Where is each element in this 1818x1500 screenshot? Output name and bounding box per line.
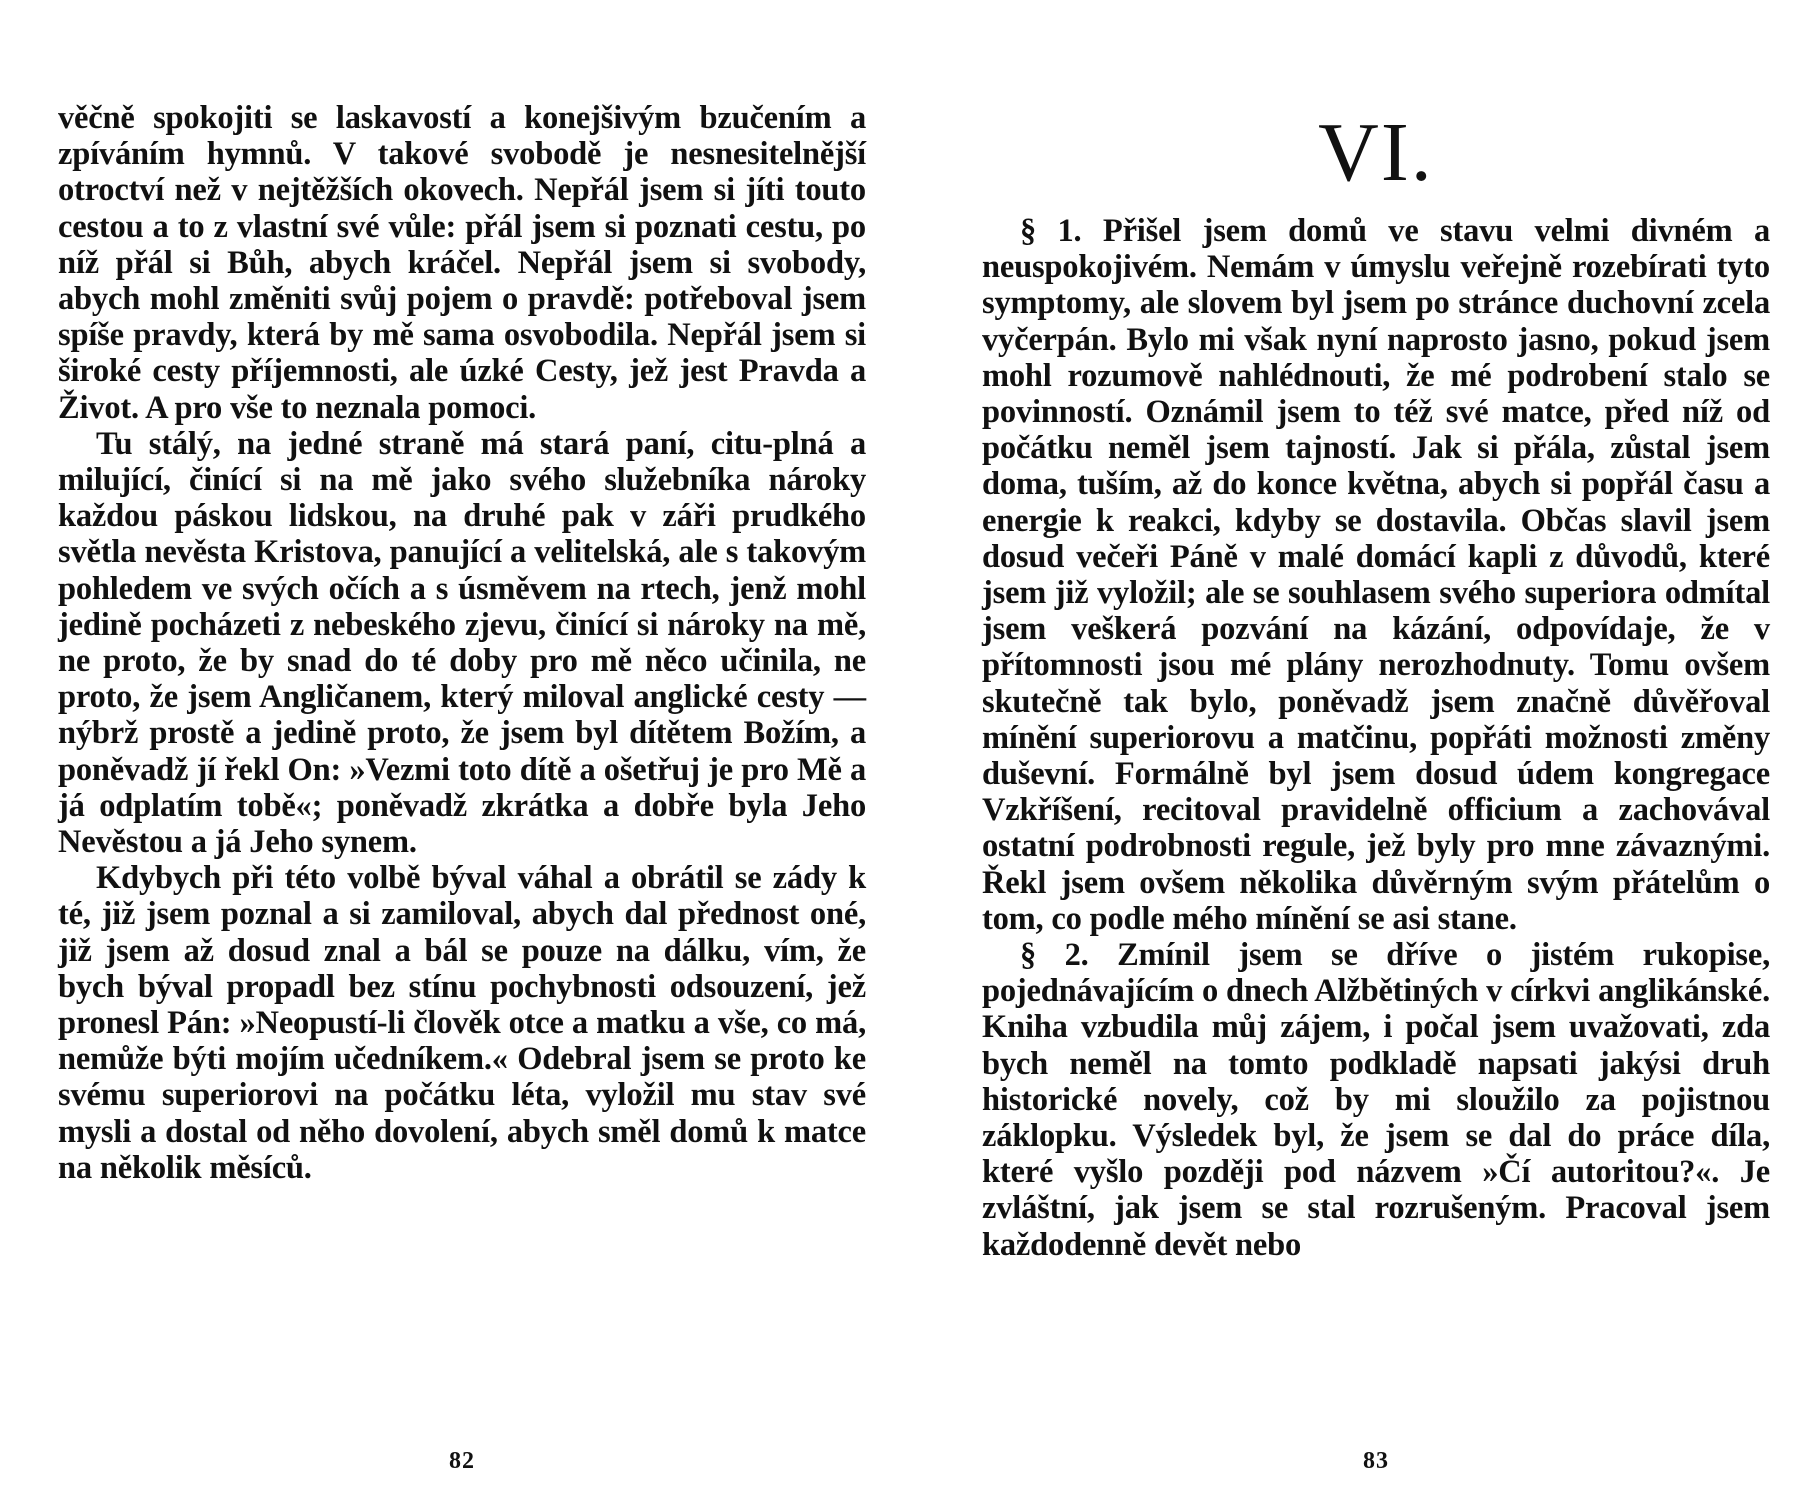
paragraph: Tu stálý, na jedné straně má stará paní, citu-plná a milující, činící si na mě jako svého služebníka nároky každou páskou lidskou, na druhé pak v záři prudkého světla nevěsta Kristova, panující a velitelská, ale s takovým pohledem ve svých očích a s úsměvem na rtech, jenž mohl jedině pocházeti z nebeského zjevu, činící si nároky na mě, ne proto, že by snad do té doby pro mě něco učinila, ne proto, že jsem Angličanem, který miloval anglické cesty — nýbrž prostě a jedině proto, že jsem byl dítětem Božím, a poněvadž jí řekl On: »Vezmi toto dítě a ošetřuj je pro Mě a já odplatím tobě«; poněvadž zkrátka a dobře byla Jeho Nevěstou a já Jeho synem. [58,425,866,861]
left-page-text [58,100,866,1186]
left-page [58,0,866,1500]
paragraph: Kdybych při této volbě býval váhal a obrátil se zády k té, již jsem poznal a si zamiloval, abych dal přednost oné, již jsem až dosud znal a bál se pouze na dálku, vím, že bych býval propadl bez stínu pochybnosti odsouzení, jež pronesl Pán: »Neopustí-li člověk otce a matku a vše, co má, nemůže býti mojím učedníkem.« Odebral jsem se proto ke svému superiorovi na počátku léta, vyložil mu stav své mysli a dostal od něho dovolení, abych směl domů k matce na několik měsíců. [58,860,866,1186]
chapter-heading: VI. [1318,106,1434,199]
page-number: 83 [1363,1448,1389,1474]
page-number: 82 [449,1448,475,1474]
paragraph: věčně spokojiti se laskavostí a konejšivým bzučením a zpíváním hymnů. V takové svobodě je nesnesitelnější otroctví než v nejtěžších okovech. Nepřál jsem si jíti touto cestou a to z vlastní své vůle: přál jsem si poznati cestu, po níž přál si Bůh, abych kráčel. Nepřál jsem si svobody, abych mohl změniti svůj pojem o pravdě: potřeboval jsem spíše pravdy, která by mě sama osvobodila. Nepřál jsem si široké cesty příjemnosti, ale úzké Cesty, jež jest Pravda a Život. A pro vše to neznala pomoci. [58,100,866,426]
right-page [982,0,1770,1500]
right-page-text [982,213,1770,1263]
paragraph: § 2. Zmínil jsem se dříve o jistém rukopise, pojednávajícím o dnech Alžbětiných v církvi anglikánské. Kniha vzbudila můj zájem, i počal jsem uvažovati, zda bych neměl na tomto podkladě napsati jakýsi druh historické novely, což by mi sloužilo za pojistnou záklopku. Výsledek byl, že jsem se dal do práce díla, které vyšlo později pod názvem »Čí autoritou?«. Je zvláštní, jak jsem se stal rozrušeným. Pracoval jsem každodenně devět nebo [982,937,1770,1263]
paragraph: § 1. Přišel jsem domů ve stavu velmi divném a neuspokojivém. Nemám v úmyslu veřejně rozebírati tyto symptomy, ale slovem byl jsem po stránce duchovní zcela vyčerpán. Bylo mi však nyní naprosto jasno, pokud jsem mohl rozumově nahlédnouti, že mé podrobení stalo se povinností. Oznámil jsem to též své matce, před níž od počátku neměl jsem tajností. Jak si přála, zůstal jsem doma, tuším, až do konce května, abych si popřál času a energie k reakci, kdyby se dostavila. Občas slavil jsem dosud večeři Páně v malé domácí kapli z důvodů, které jsem již vyložil; ale se souhlasem svého superiora odmítal jsem veškerá pozvání na kázání, odpovídaje, že v přítomnosti jsou mé plány nerozhodnuty. Tomu ovšem skutečně tak bylo, poněvadž jsem značně důvěřoval mínění superiorovu a matčinu, popřáti možnosti změny duševní. Formálně byl jsem dosud údem kongregace Vzkříšení, recitoval pravidelně officium a zachovával ostatní podrobnosti regule, jež byly pro mne závaznými. Řekl jsem ovšem několika důvěrným svým přátelům o tom, co podle mého mínění se asi stane. [982,213,1770,937]
